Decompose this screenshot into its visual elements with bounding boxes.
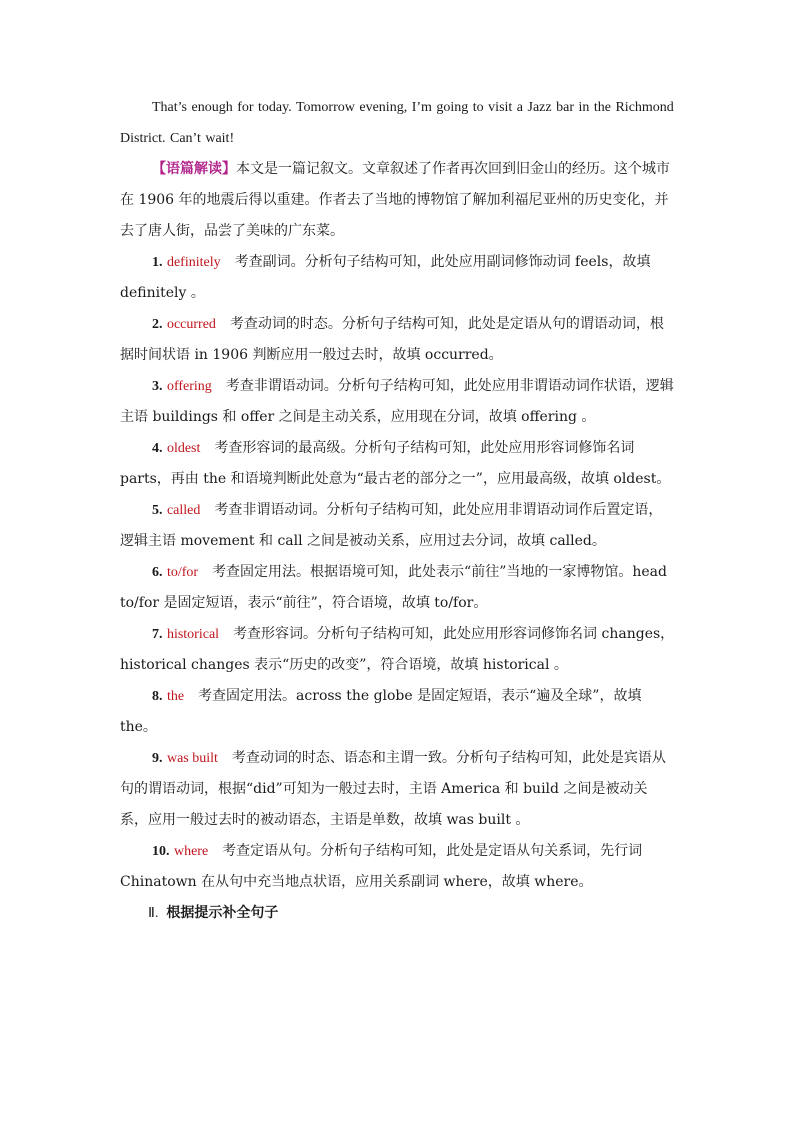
item-number: 5. bbox=[152, 503, 163, 518]
document-body bbox=[120, 92, 675, 929]
explanation-item bbox=[120, 619, 675, 681]
item-explanation: 考查形容词的最高级。分析句子结构可知，此处应用形容词修饰名词 parts，再由 the 和语境判断此处意为“最古老的部分之一”，应用最高级，故填 oldest。 bbox=[120, 440, 671, 487]
item-answer: to/for bbox=[166, 565, 199, 580]
item-answer: called bbox=[166, 503, 201, 518]
item-number: 9. bbox=[152, 751, 163, 766]
item-explanation: 考查动词的时态、语态和主谓一致。分析句子结构可知，此处是宾语从句的谓语动词，根据“did”可知为一般过去时，主语 America 和 build 之间是被动关系，应用一般过去时的被动语态，主语是单数，故填 was built 。 bbox=[120, 750, 666, 828]
item-explanation: 考查非谓语动词。分析句子结构可知，此处应用非谓语动词作状语，逻辑主语 buildings 和 offer 之间是主动关系，应用现在分词，故填 offering 。 bbox=[120, 378, 674, 425]
explanation-item bbox=[120, 743, 675, 836]
analysis-text: 本文是一篇记叙文。文章叙述了作者再次回到旧金山的经历。这个城市在 1906 年的地震后得以重建。作者去了当地的博物馆了解加利福尼亚州的历史变化，并去了唐人街，品尝了美味的广东菜。 bbox=[120, 161, 670, 239]
item-explanation: 考查固定用法。根据语境可知，此处表示“前往”当地的一家博物馆。head to/for 是固定短语，表示“前往”，符合语境，故填 to/for。 bbox=[120, 564, 667, 611]
item-number: 1. bbox=[152, 255, 163, 270]
item-answer: was built bbox=[166, 751, 218, 766]
item-answer: oldest bbox=[166, 441, 201, 456]
item-answer: the bbox=[166, 689, 185, 704]
answer-explanation-list bbox=[120, 247, 675, 898]
item-number: 7. bbox=[152, 627, 163, 642]
item-explanation: 考查副词。分析句子结构可知，此处应用副词修饰动词 feels，故填 definitely 。 bbox=[120, 254, 651, 301]
analysis-label: 【语篇解读】 bbox=[152, 161, 236, 177]
section-title: 根据提示补全句子 bbox=[166, 905, 279, 921]
explanation-item bbox=[120, 681, 675, 743]
item-explanation: 考查固定用法。across the globe 是固定短语，表示“遍及全球”，故填 the。 bbox=[120, 688, 642, 735]
explanation-item bbox=[120, 433, 675, 495]
item-explanation: 考查非谓语动词。分析句子结构可知，此处应用非谓语动词作后置定语，逻辑主语 movement 和 call 之间是被动关系，应用过去分词，故填 called。 bbox=[120, 502, 663, 549]
item-answer: occurred bbox=[166, 317, 216, 332]
item-number: 10. bbox=[152, 844, 170, 859]
item-number: 4. bbox=[152, 441, 163, 456]
explanation-item bbox=[120, 495, 675, 557]
item-explanation: 考查动词的时态。分析句子结构可知，此处是定语从句的谓语动词，根据时间状语 in 1906 判断应用一般过去时，故填 occurred。 bbox=[120, 316, 664, 363]
item-number: 2. bbox=[152, 317, 163, 332]
explanation-item bbox=[120, 371, 675, 433]
explanation-item bbox=[120, 557, 675, 619]
explanation-item bbox=[120, 247, 675, 309]
item-answer: offering bbox=[166, 379, 212, 394]
passage-closing-paragraph: That’s enough for today. Tomorrow evening, I’m going to visit a Jazz bar in the Richmond District. Can’t wait! bbox=[120, 100, 674, 146]
item-explanation: 考查定语从句。分析句子结构可知，此处是定语从句关系词，先行词 Chinatown 在从句中充当地点状语，应用关系副词 where，故填 where。 bbox=[120, 843, 643, 890]
analysis-paragraph bbox=[120, 154, 675, 247]
item-answer: definitely bbox=[166, 255, 221, 270]
item-number: 8. bbox=[152, 689, 163, 704]
item-answer: historical bbox=[166, 627, 220, 642]
item-number: 6. bbox=[152, 565, 163, 580]
explanation-item bbox=[120, 309, 675, 371]
item-answer: where bbox=[173, 844, 209, 859]
item-explanation: 考查形容词。分析句子结构可知，此处应用形容词修饰名词 changes，historical changes 表示“历史的改变”，符合语境，故填 historical 。 bbox=[120, 626, 675, 673]
section-number: Ⅱ. bbox=[148, 906, 159, 921]
explanation-item bbox=[120, 836, 675, 898]
section-heading bbox=[120, 898, 675, 929]
item-number: 3. bbox=[152, 379, 163, 394]
